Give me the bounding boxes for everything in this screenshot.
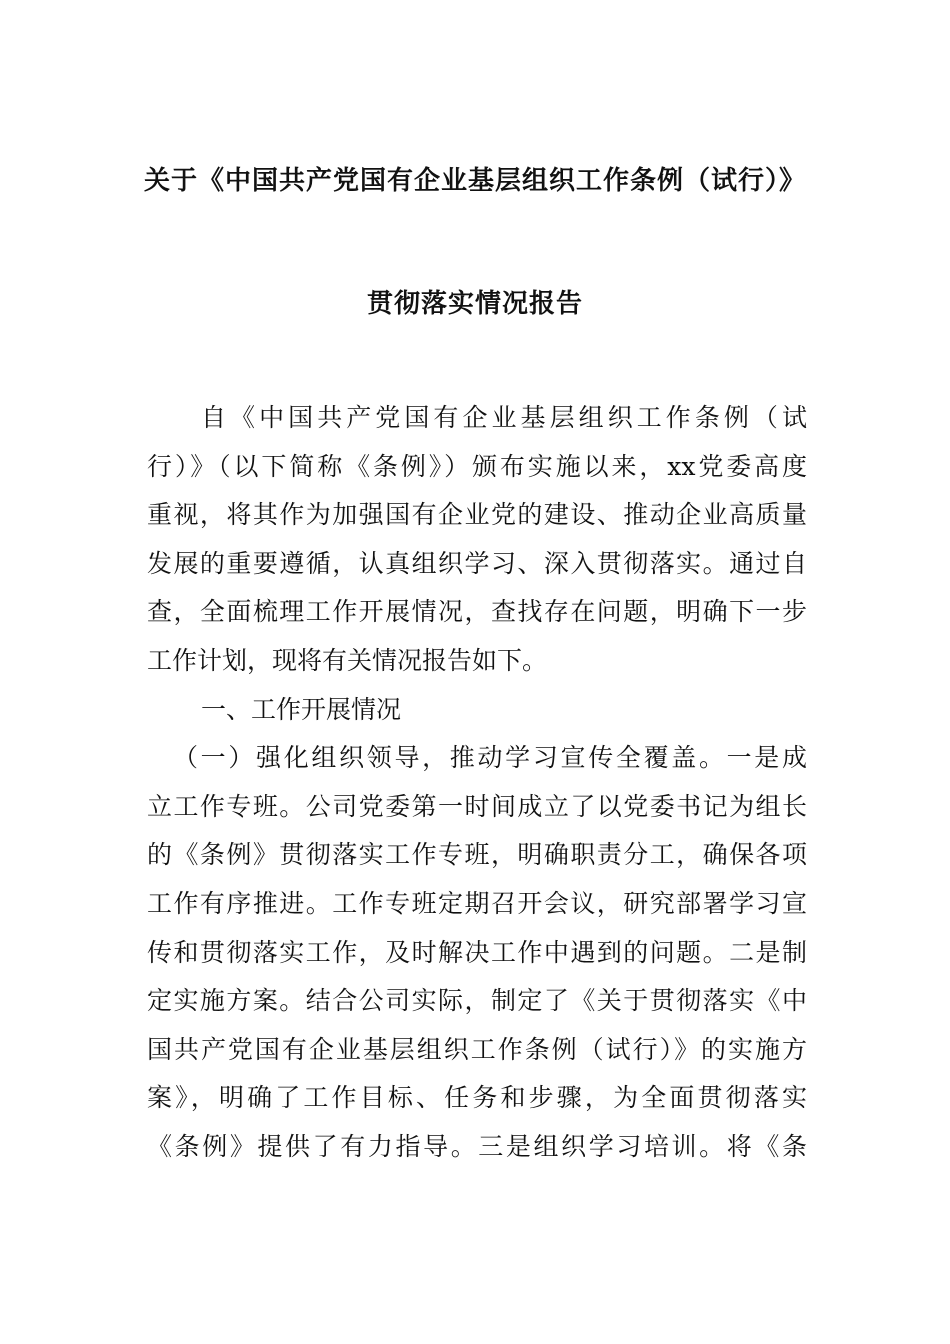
section-heading: 一、工作开展情况 bbox=[201, 694, 402, 724]
body-line: 查，全面梳理工作开展情况，查找存在问题，明确下一步 bbox=[147, 597, 807, 627]
body-line: 自《中国共产党国有企业基层组织工作条例（试 bbox=[201, 403, 807, 432]
body-line: 行）》（以下简称《条例》）颁布实施以来，xx党委高度 bbox=[147, 451, 807, 481]
body-line: 重视，将其作为加强国有企业党的建设、推动企业高质量 bbox=[147, 500, 807, 530]
body-line: 案》，明确了工作目标、任务和步骤，为全面贯彻落实 bbox=[147, 1083, 807, 1113]
body-line: 工作有序推进。工作专班定期召开会议，研究部署学习宣 bbox=[147, 888, 807, 918]
body-line: 发展的重要遵循，认真组织学习、深入贯彻落实。通过自 bbox=[147, 548, 807, 578]
document-body bbox=[147, 394, 807, 1172]
body-line: 的《条例》贯彻落实工作专班，明确职责分工，确保各项 bbox=[147, 840, 807, 870]
body-line: （一）强化组织领导，推动学习宣传全覆盖。一是成 bbox=[173, 743, 807, 773]
document-title-line-1: 关于《中国共产党国有企业基层组织工作条例（试行）》 bbox=[143, 166, 806, 196]
body-line: 传和贯彻落实工作，及时解决工作中遇到的问题。二是制 bbox=[147, 937, 807, 967]
body-line: 工作计划，现将有关情况报告如下。 bbox=[147, 645, 548, 675]
body-line: 国共产党国有企业基层组织工作条例（试行）》的实施方 bbox=[147, 1034, 807, 1064]
body-line: 定实施方案。结合公司实际，制定了《关于贯彻落实《中 bbox=[147, 986, 807, 1016]
body-line: 《条例》提供了有力指导。三是组织学习培训。将《条 bbox=[147, 1131, 807, 1161]
body-line: 立工作专班。公司党委第一时间成立了以党委书记为组长 bbox=[147, 791, 807, 821]
document-title-line-2: 贯彻落实情况报告 bbox=[366, 289, 583, 319]
